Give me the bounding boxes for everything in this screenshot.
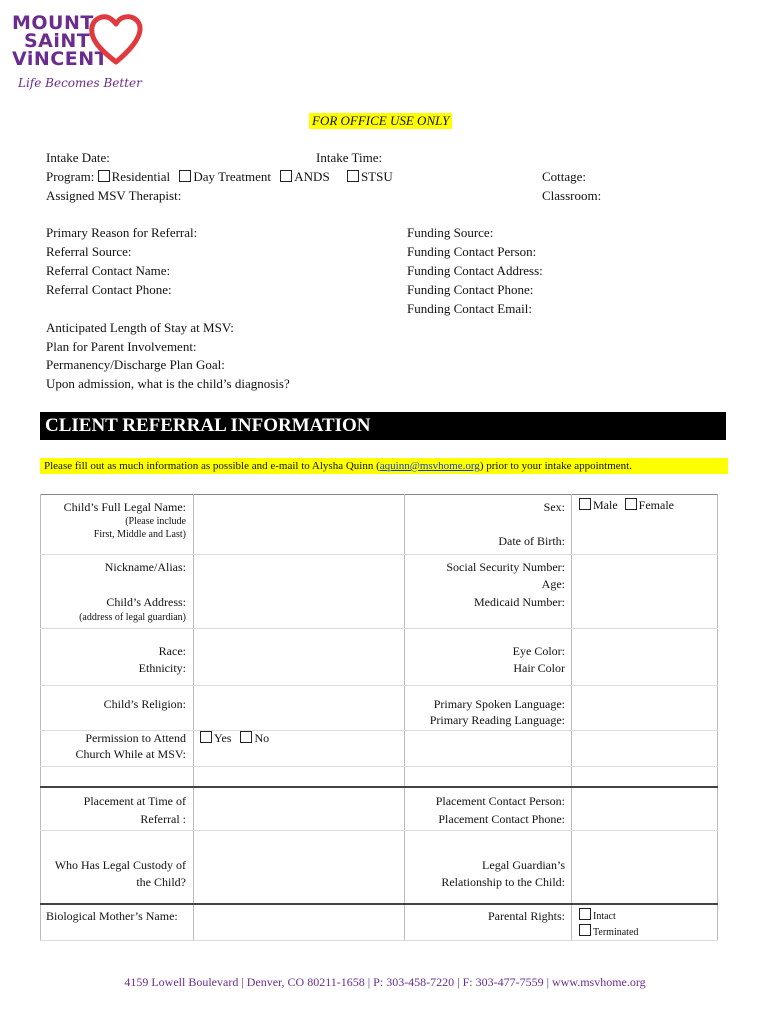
program-row	[46, 169, 393, 185]
intact-checkbox[interactable]	[579, 908, 591, 920]
terminated-label: Terminated	[593, 927, 639, 938]
discharge-goal-label: Permanency/Discharge Plan Goal:	[46, 357, 225, 372]
sex-male-label: Male	[593, 498, 618, 512]
address-note: (address of legal guardian)	[79, 612, 186, 623]
program-label: Program:	[46, 169, 95, 184]
program-stsu-label: STSU	[360, 169, 393, 184]
instructions-after: ) prior to your intake appointment.	[479, 460, 632, 472]
sex-female-checkbox[interactable]	[625, 498, 637, 510]
intact-label: Intact	[593, 911, 616, 922]
permission-label-2: Church While at MSV:	[75, 747, 186, 761]
permission-yes-label: Yes	[214, 731, 232, 745]
nickname-label: Nickname/Alias:	[104, 560, 186, 574]
spoken-language-label: Primary Spoken Language:	[433, 697, 565, 711]
intake-time-label: Intake Time:	[316, 150, 383, 165]
placement-person-label: Placement Contact Person:	[435, 794, 565, 808]
permission-label-1: Permission to Attend	[85, 731, 186, 745]
program-day-treatment-checkbox[interactable]	[179, 170, 191, 182]
terminated-checkbox[interactable]	[579, 924, 591, 936]
eye-color-label: Eye Color:	[512, 644, 565, 658]
program-ands-checkbox[interactable]	[280, 170, 292, 182]
guardian-label-2: Relationship to the Child:	[441, 875, 565, 889]
funding-source-label: Funding Source:	[407, 225, 494, 240]
referral-reason-label: Primary Reason for Referral:	[46, 225, 198, 240]
funding-contact-phone-label: Funding Contact Phone:	[407, 282, 534, 297]
legal-name-label: Child’s Full Legal Name:	[63, 500, 186, 514]
parental-rights-label: Parental Rights:	[488, 909, 565, 923]
intake-date-label: Intake Date:	[46, 150, 110, 165]
reading-language-label: Primary Reading Language:	[429, 713, 565, 727]
instructions	[40, 458, 728, 474]
funding-contact-person-label: Funding Contact Person:	[407, 244, 537, 259]
funding-contact-email-label: Funding Contact Email:	[407, 301, 532, 316]
legal-name-note-1: (Please include	[125, 516, 186, 527]
sex-female-label: Female	[638, 498, 674, 512]
referral-source-label: Referral Source:	[46, 244, 132, 259]
footer-address: 4159 Lowell Boulevard | Denver, CO 80211-1658 | P: 303-458-7220 | F: 303-477-7559 | www.msvhome.org	[124, 975, 646, 989]
logo-tagline: Life Becomes Better	[18, 76, 142, 90]
sex-options	[579, 498, 674, 513]
instructions-before: Please fill out as much information as possible and e-mail to Alysha Quinn (	[44, 460, 380, 472]
race-label: Race:	[158, 644, 186, 658]
placement-label-2: Referral :	[140, 812, 186, 826]
diagnosis-label: Upon admission, what is the child’s diagnosis?	[46, 376, 290, 391]
custody-label-2: the Child?	[136, 875, 186, 889]
email-link[interactable]: aquinn@msvhome.org	[379, 460, 480, 472]
program-residential-label: Residential	[111, 169, 171, 184]
length-of-stay-label: Anticipated Length of Stay at MSV:	[46, 320, 234, 335]
guardian-label-1: Legal Guardian’s	[482, 858, 565, 872]
permission-options	[200, 731, 269, 746]
logo-line-3: ViNCENT	[12, 48, 109, 70]
program-ands-label: ANDS	[294, 169, 330, 184]
logo-line-1: MOUNT	[12, 12, 94, 34]
address-label: Child’s Address:	[106, 595, 186, 609]
age-label: Age:	[541, 577, 565, 591]
classroom-label: Classroom:	[542, 188, 602, 203]
legal-name-note-2: First, Middle and Last)	[93, 529, 186, 540]
heart-icon	[88, 12, 144, 68]
placement-phone-label: Placement Contact Phone:	[438, 812, 565, 826]
ethnicity-label: Ethnicity:	[138, 661, 186, 675]
parental-rights-terminated	[579, 924, 638, 938]
sex-label: Sex:	[543, 500, 565, 514]
parental-rights-intact	[579, 908, 616, 922]
referral-contact-phone-label: Referral Contact Phone:	[46, 282, 172, 297]
permission-yes-checkbox[interactable]	[200, 731, 212, 743]
religion-label: Child’s Religion:	[103, 697, 186, 711]
logo-line-2: SAiNT	[24, 30, 91, 52]
parent-involvement-label: Plan for Parent Involvement:	[46, 339, 197, 354]
sex-male-checkbox[interactable]	[579, 498, 591, 510]
program-residential-checkbox[interactable]	[98, 170, 110, 182]
referral-contact-name-label: Referral Contact Name:	[46, 263, 171, 278]
placement-label-1: Placement at Time of	[83, 794, 186, 808]
permission-no-checkbox[interactable]	[240, 731, 252, 743]
program-day-treatment-label: Day Treatment	[193, 169, 272, 184]
therapist-label: Assigned MSV Therapist:	[46, 188, 182, 203]
ssn-label: Social Security Number:	[446, 560, 565, 574]
dob-label: Date of Birth:	[498, 534, 565, 548]
bio-mother-label: Biological Mother’s Name:	[46, 909, 178, 923]
medicaid-label: Medicaid Number:	[474, 595, 565, 609]
program-stsu-checkbox[interactable]	[347, 170, 359, 182]
cottage-label: Cottage:	[542, 169, 587, 184]
permission-no-label: No	[254, 731, 270, 745]
funding-contact-address-label: Funding Contact Address:	[407, 263, 543, 278]
office-use-heading: FOR OFFICE USE ONLY	[309, 113, 452, 129]
hair-color-label: Hair Color	[513, 661, 565, 675]
custody-label-1: Who Has Legal Custody of	[54, 858, 186, 872]
section-banner: CLIENT REFERRAL INFORMATION	[40, 412, 726, 440]
